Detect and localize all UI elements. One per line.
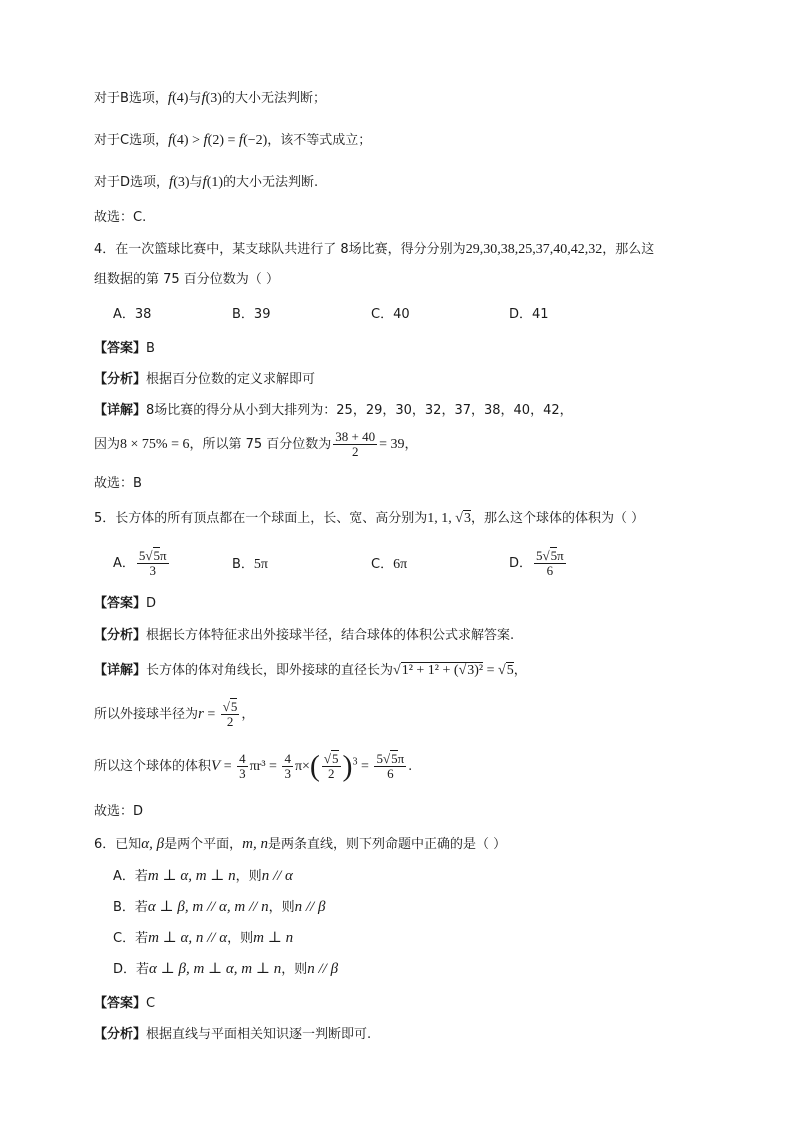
q4-stem-line1: 4．在一次篮球比赛中，某支球队共进行了 8场比赛，得分分别为29,30,38,25,37,40,42,32，那么这 [94,242,655,257]
q5-stem: 5．长方体的所有顶点都在一个球面上，长、宽、高分别为1, 1, √3，那么这个球体的体积为（ ） [94,511,645,526]
q6-option-c: C．若m ⊥ α, n // α，则m ⊥ n [113,930,294,946]
q6-stem: 6．已知α, β是两个平面，m, n是两条直线，则下列命题中正确的是（ ） [94,836,507,852]
q4-calculation: 因为8 × 75% = 6，所以第 75 百分位数为 $\frac{38 + 40}{2}$ = 39， [94,429,418,459]
q4-option-c: C．40 [371,307,410,322]
q4-option-d: D．41 [509,307,549,322]
q4-answer: 【答案】B [94,341,155,356]
q4-detail: 【详解】8场比赛的得分从小到大排列为：25，29，30，32，37，38，40，42， [94,403,573,418]
q5-option-a: A． $\frac{5√5\pi}{3}$ [113,548,167,578]
q6-option-a: A．若m ⊥ α, m ⊥ n，则n // α [113,868,293,884]
q4-analysis: 【分析】根据百分位数的定义求解即可 [94,372,316,387]
q6-option-d: D．若α ⊥ β, m ⊥ α, m ⊥ n，则n // β [113,961,339,977]
b-option-line: 对于B选项，f(4)与f(3)的大小无法判断； [94,90,326,106]
q5-volume: 所以这个球体的体积V = $\frac{4}{3}$ πr³ = $\frac{4}{3}$ π×( $\frac{√5}{2}$ )$^3$ = $\frac{5√5\pi}{6}$ . [94,749,413,783]
q6-option-b: B．若α ⊥ β, m // α, m // n，则n // β [113,899,326,915]
q5-answer: 【答案】D [94,596,157,611]
d-option-line: 对于D选项，f(3)与f(1)的大小无法判断. [94,174,319,190]
q4-fraction: $\frac{38 + 40}{2}$ [335,429,376,459]
q5-choose: 故选：D [94,804,144,819]
q4-option-a: A．38 [113,307,152,322]
q5-detail: 【详解】长方体的体对角线长，即外接球的直径长为√1² + 1² + (√3)² = √5， [94,663,527,678]
q5-option-b: B．5π [232,557,268,572]
choose-c-line: 故选：C. [94,210,147,225]
q4-choose: 故选：B [94,476,142,491]
q4-option-b: B．39 [232,307,271,322]
q5-analysis: 【分析】根据长方体特征求出外接球半径，结合球体的体积公式求解答案. [94,628,515,643]
q6-analysis: 【分析】根据直线与平面相关知识逐一判断即可. [94,1027,372,1042]
q4-stem-line2: 组数据的第 75 百分位数为（ ） [94,272,279,287]
q5-radius: 所以外接球半径为r = $\frac{√5}{2}$ ， [94,699,255,729]
c-option-line: 对于C选项，f(4) > f(2) = f(−2)，该不等式成立； [94,132,372,148]
q6-answer: 【答案】C [94,996,156,1011]
q5-option-d: D． $\frac{5√5\pi}{6}$ [509,548,564,578]
q5-option-c: C．6π [371,557,408,572]
